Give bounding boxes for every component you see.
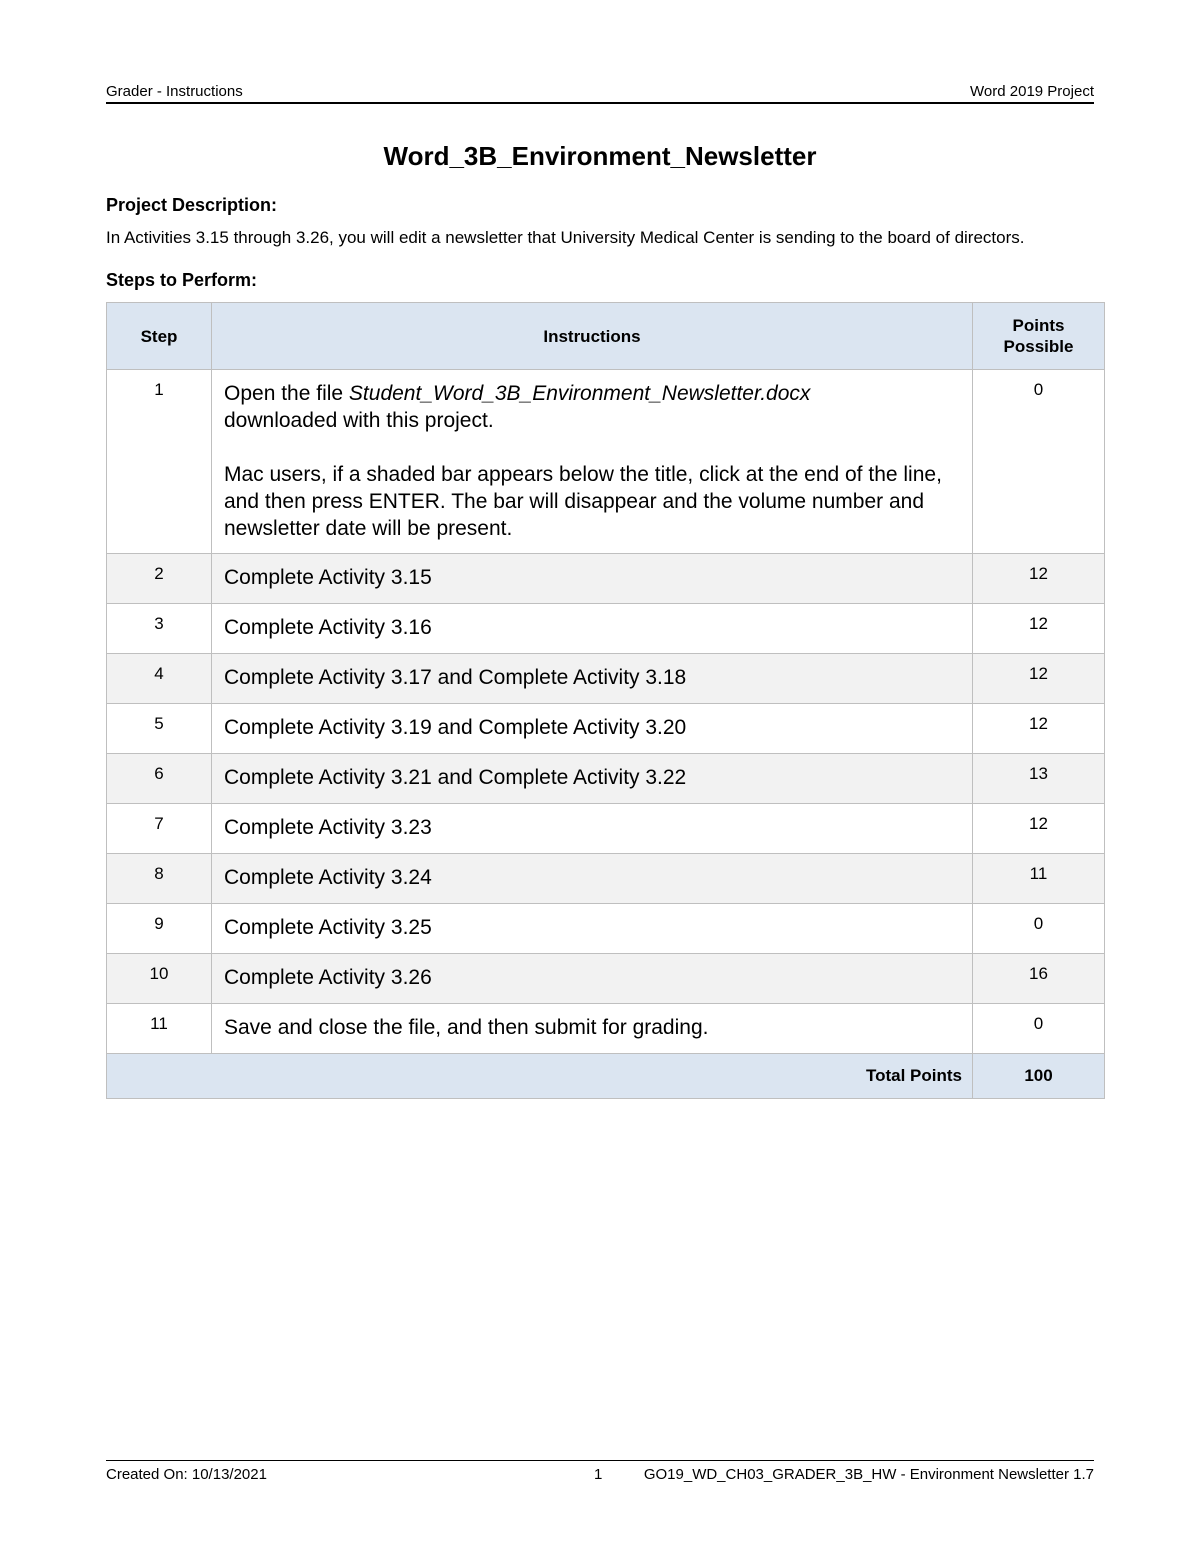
- footer-created-on: Created On: 10/13/2021: [106, 1466, 267, 1483]
- step-number: 6: [107, 754, 212, 804]
- footer-document-id: GO19_WD_CH03_GRADER_3B_HW - Environment Newsletter 1.7: [643, 1466, 1094, 1483]
- points-value: 12: [973, 604, 1105, 654]
- points-value: 0: [973, 904, 1105, 954]
- project-description-label: Project Description:: [106, 195, 278, 215]
- step-instruction: Complete Activity 3.26: [212, 954, 973, 1004]
- student-filename: Student_Word_3B_Environment_Newsletter.docx: [348, 382, 811, 405]
- table-row: [107, 804, 1105, 854]
- open-suffix: downloaded with this project.: [224, 409, 494, 432]
- step-instruction: Complete Activity 3.23: [212, 804, 973, 854]
- step-number: 8: [107, 854, 212, 904]
- table-row: [107, 904, 1105, 954]
- open-file-instruction: [224, 380, 960, 434]
- step-instruction: Complete Activity 3.17 and Complete Activity 3.18: [212, 654, 973, 704]
- header-points: [973, 303, 1105, 370]
- table-row: [107, 554, 1105, 604]
- page-header: [106, 82, 1094, 104]
- step-instruction: Complete Activity 3.24: [212, 854, 973, 904]
- step-number: 5: [107, 704, 212, 754]
- points-value: 12: [973, 804, 1105, 854]
- step-number: 4: [107, 654, 212, 704]
- page-footer: [106, 1460, 1094, 1485]
- step-number: 3: [107, 604, 212, 654]
- total-points-label: Total Points: [107, 1054, 973, 1099]
- footer-page-number: 1: [594, 1466, 603, 1483]
- step-number: 10: [107, 954, 212, 1004]
- step-number: 11: [107, 1004, 212, 1054]
- steps-table: [106, 302, 1105, 1099]
- step-instruction: Complete Activity 3.19 and Complete Activity 3.20: [212, 704, 973, 754]
- step-instruction: Complete Activity 3.21 and Complete Activity 3.22: [212, 754, 973, 804]
- table-row: [107, 854, 1105, 904]
- points-value: 16: [973, 954, 1105, 1004]
- step-number: 1: [107, 370, 212, 554]
- header-points-line1: Points: [1012, 316, 1065, 335]
- step-number: 9: [107, 904, 212, 954]
- points-value: 12: [973, 704, 1105, 754]
- table-row: [107, 654, 1105, 704]
- header-left-text: Grader - Instructions: [106, 83, 243, 100]
- steps-label: Steps to Perform:: [106, 270, 258, 290]
- points-value: 0: [973, 1004, 1105, 1054]
- step-number: 7: [107, 804, 212, 854]
- document-title: Word_3B_Environment_Newsletter: [383, 141, 817, 171]
- total-points-value: 100: [973, 1054, 1105, 1099]
- step-instruction: Complete Activity 3.16: [212, 604, 973, 654]
- points-value: 0: [973, 370, 1105, 554]
- table-row: [107, 1004, 1105, 1054]
- points-value: 12: [973, 654, 1105, 704]
- points-value: 12: [973, 554, 1105, 604]
- step-instruction: Complete Activity 3.15: [212, 554, 973, 604]
- table-row: [107, 704, 1105, 754]
- step-instruction: Save and close the file, and then submit for grading.: [212, 1004, 973, 1054]
- table-row: [107, 370, 1105, 554]
- points-value: 11: [973, 854, 1105, 904]
- open-prefix: Open the file: [224, 382, 349, 405]
- header-right-text: Word 2019 Project: [970, 83, 1094, 100]
- project-description-text: In Activities 3.15 through 3.26, you will edit a newsletter that University Medical Center is sending to the board of directors.: [106, 228, 1025, 247]
- header-step: Step: [107, 303, 212, 370]
- mac-users-note: Mac users, if a shaded bar appears below the title, click at the end of the line, and then press ENTER. The bar will disappear and the volume number and newsletter date will be present.: [224, 463, 942, 540]
- total-row: [107, 1054, 1105, 1099]
- table-row: [107, 754, 1105, 804]
- step-instruction: [212, 370, 973, 554]
- header-instructions: Instructions: [212, 303, 973, 370]
- step-instruction: Complete Activity 3.25: [212, 904, 973, 954]
- step-number: 2: [107, 554, 212, 604]
- header-points-line2: Possible: [1003, 337, 1074, 356]
- points-value: 13: [973, 754, 1105, 804]
- table-row: [107, 604, 1105, 654]
- table-row: [107, 954, 1105, 1004]
- table-header-row: [107, 303, 1105, 370]
